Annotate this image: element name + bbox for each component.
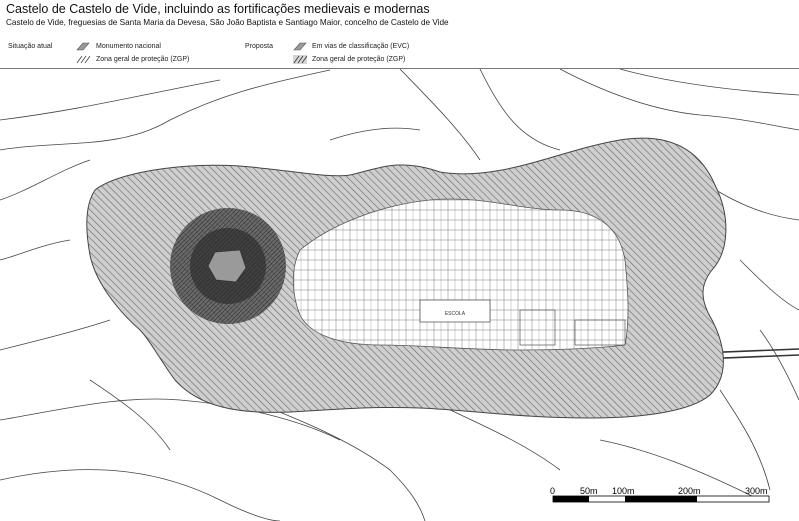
legend-national-monument: Monumento nacional bbox=[96, 43, 161, 50]
scale-label-50: 50m bbox=[580, 486, 598, 496]
legend-zgp-proposal: Zona geral de proteção (ZGP) bbox=[312, 56, 406, 63]
map-title: Castelo de Castelo de Vide, incluindo as fortificações medievais e modernas bbox=[6, 2, 430, 16]
legend-current-heading: Situação atual bbox=[8, 43, 53, 50]
cadastral-map bbox=[0, 69, 799, 521]
scale-label-300: 300m bbox=[745, 486, 768, 496]
scale-label-100: 100m bbox=[612, 486, 635, 496]
scale-label-200: 200m bbox=[678, 486, 701, 496]
legend-in-classification: Em vias de classificação (EVC) bbox=[312, 43, 410, 50]
legend bbox=[0, 38, 799, 68]
scale-label-0: 0 bbox=[550, 486, 556, 496]
evc-swatch bbox=[293, 42, 307, 51]
monument-swatch bbox=[76, 42, 90, 51]
zgp-proposal-swatch bbox=[293, 55, 307, 64]
map-label-school: ESCOLA bbox=[444, 311, 466, 317]
legend-proposal-heading: Proposta bbox=[245, 43, 274, 50]
legend-zgp-current: Zona geral de proteção (ZGP) bbox=[96, 56, 190, 63]
map-subtitle: Castelo de Vide, freguesias de Santa Maria da Devesa, São João Baptista e Santiago Maior, concelho de Castelo de Vide bbox=[6, 18, 449, 27]
zgp-current-swatch bbox=[76, 55, 90, 64]
